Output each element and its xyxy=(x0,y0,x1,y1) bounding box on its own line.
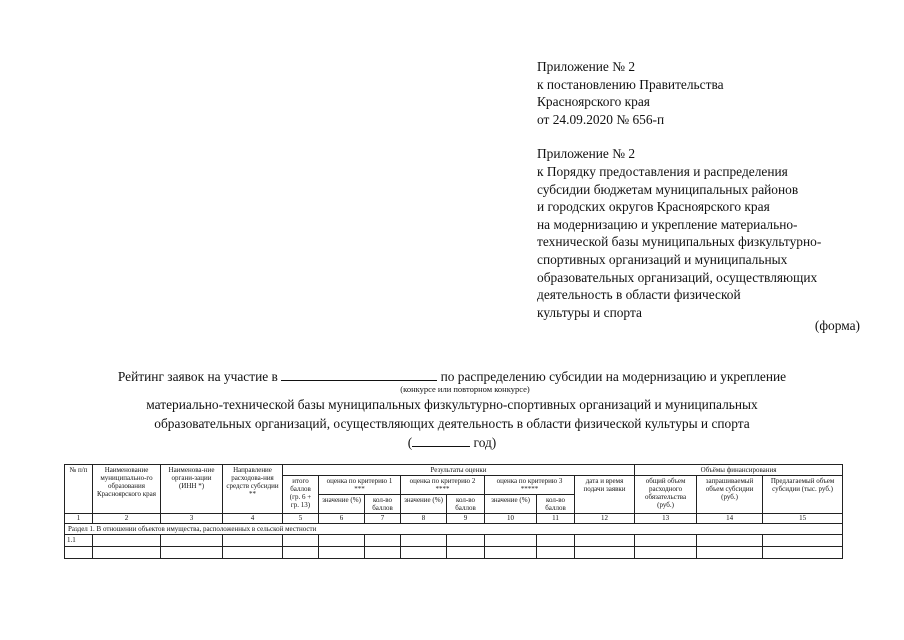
table-cell xyxy=(447,535,485,547)
title-line-2: материально-технической базы муниципальных физкультурно-спортивных организаций и муниципальных xyxy=(146,397,758,412)
appendix-line: Приложение № 2 xyxy=(537,59,636,74)
column-number: 13 xyxy=(635,514,697,524)
table-cell xyxy=(93,547,161,559)
column-number: 15 xyxy=(763,514,843,524)
table-cell xyxy=(161,535,223,547)
header-criterion-2: оценка по критерию 2 **** xyxy=(401,476,485,495)
column-number: 12 xyxy=(575,514,635,524)
table-cell xyxy=(763,547,843,559)
table-cell xyxy=(537,547,575,559)
column-number-row xyxy=(65,514,843,524)
table-cell xyxy=(283,547,319,559)
column-number: 10 xyxy=(485,514,537,524)
header-value: значение (%) xyxy=(485,495,537,514)
appendix-block-resolution xyxy=(537,58,877,128)
header-proposed: Предлагаемый объем субсидии (тыс. руб.) xyxy=(763,476,843,514)
table-cell xyxy=(635,547,697,559)
header-total-volume: общий объем расходного обязательства (руб.) xyxy=(635,476,697,514)
table-cell xyxy=(223,547,283,559)
section-row xyxy=(65,524,843,535)
column-number: 4 xyxy=(223,514,283,524)
year-open: ( xyxy=(407,435,413,450)
year-close: год) xyxy=(473,435,497,450)
appendix-line: деятельность в области физической xyxy=(537,287,741,303)
header-municipality: Наименование муниципально-го образования Красноярского края xyxy=(93,465,161,514)
header-criterion-3: оценка по критерию 3 ***** xyxy=(485,476,575,495)
appendix-block-procedure xyxy=(537,145,877,321)
table-cell xyxy=(537,535,575,547)
appendix-line: от 24.09.2020 № 656-п xyxy=(537,111,665,127)
column-number: 14 xyxy=(697,514,763,524)
header-results: Результаты оценки xyxy=(283,465,635,476)
appendix-line: спортивных организаций и муниципальных xyxy=(537,251,788,267)
table-cell xyxy=(485,535,537,547)
appendix-line: к Порядку предоставления и распределения xyxy=(537,163,788,179)
header-points: кол-во баллов xyxy=(447,495,485,514)
header-points: кол-во баллов xyxy=(365,495,401,514)
table-cell xyxy=(223,535,283,547)
table-row xyxy=(65,535,843,547)
title-year xyxy=(60,434,844,451)
blank-caption: (конкурсе или повторном конкурсе) xyxy=(400,384,530,394)
table-cell xyxy=(763,535,843,547)
column-number: 9 xyxy=(447,514,485,524)
header-financing: Объёмы финансирования xyxy=(635,465,843,476)
table-cell xyxy=(93,535,161,547)
appendix-line: образовательных организаций, осуществляющих xyxy=(537,269,818,285)
appendix-line: и городских округов Красноярского края xyxy=(537,199,770,215)
table-cell xyxy=(319,547,365,559)
header-date: дата и время подачи заявки xyxy=(575,476,635,514)
column-number: 5 xyxy=(283,514,319,524)
header-criterion-1: оценка по критерию 1 *** xyxy=(319,476,401,495)
column-number: 2 xyxy=(93,514,161,524)
table-cell xyxy=(697,547,763,559)
appendix-line: культуры и спорта xyxy=(537,304,642,320)
section-label: Раздел 1. В отношении объектов имущества, расположенных в сельской местности xyxy=(65,524,843,535)
table-cell xyxy=(485,547,537,559)
appendix-line: технической базы муниципальных физкультурно- xyxy=(537,234,822,250)
header-value: значение (%) xyxy=(319,495,365,514)
table-cell xyxy=(697,535,763,547)
table-cell xyxy=(161,547,223,559)
table-cell xyxy=(575,547,635,559)
table-cell xyxy=(575,535,635,547)
table-cell xyxy=(319,535,365,547)
column-number: 3 xyxy=(161,514,223,524)
table-row xyxy=(65,547,843,559)
table-header-row-1 xyxy=(65,465,843,476)
table-cell xyxy=(65,547,93,559)
header-points: кол-во баллов xyxy=(537,495,575,514)
row-number: 1.1 xyxy=(65,535,93,547)
title-part-1: Рейтинг заявок на участие в xyxy=(117,369,278,384)
appendix-header xyxy=(537,58,877,321)
year-blank xyxy=(412,434,470,447)
table-cell xyxy=(365,535,401,547)
column-number: 1 xyxy=(65,514,93,524)
appendix-line: Приложение № 2 xyxy=(537,146,636,162)
appendix-line: к постановлению Правительства xyxy=(537,76,724,92)
form-label: (форма) xyxy=(814,318,860,333)
column-number: 11 xyxy=(537,514,575,524)
column-number: 7 xyxy=(365,514,401,524)
header-direction: Направление расходова-ния средств субсидии ** xyxy=(223,465,283,514)
appendix-line: на модернизацию и укрепление материально- xyxy=(537,216,798,232)
title-part-2: по распределению субсидии на модернизацию и укрепление xyxy=(440,369,787,384)
appendix-line: Красноярского края xyxy=(537,94,650,110)
appendix-line: субсидии бюджетам муниципальных районов xyxy=(537,181,799,197)
table-cell xyxy=(401,535,447,547)
header-total-points: итого баллов (гр. 6 + гр. 13) xyxy=(283,476,319,514)
column-number: 6 xyxy=(319,514,365,524)
table-cell xyxy=(283,535,319,547)
title-line-3: образовательных организаций, осуществляющих деятельность в области физической культуры и спорта xyxy=(154,416,750,431)
table-cell xyxy=(365,547,401,559)
header-num: № п/п xyxy=(65,465,93,514)
header-organization: Наименова-ние органи-зации (ИНН *) xyxy=(161,465,223,514)
table-cell xyxy=(635,535,697,547)
column-number: 8 xyxy=(401,514,447,524)
document-title xyxy=(60,368,844,451)
table-cell xyxy=(401,547,447,559)
table-cell xyxy=(447,547,485,559)
header-requested: запрашиваемый объем субсидии (руб.) xyxy=(697,476,763,514)
contest-type-blank xyxy=(281,368,437,381)
rating-table xyxy=(64,464,843,559)
header-value: значение (%) xyxy=(401,495,447,514)
